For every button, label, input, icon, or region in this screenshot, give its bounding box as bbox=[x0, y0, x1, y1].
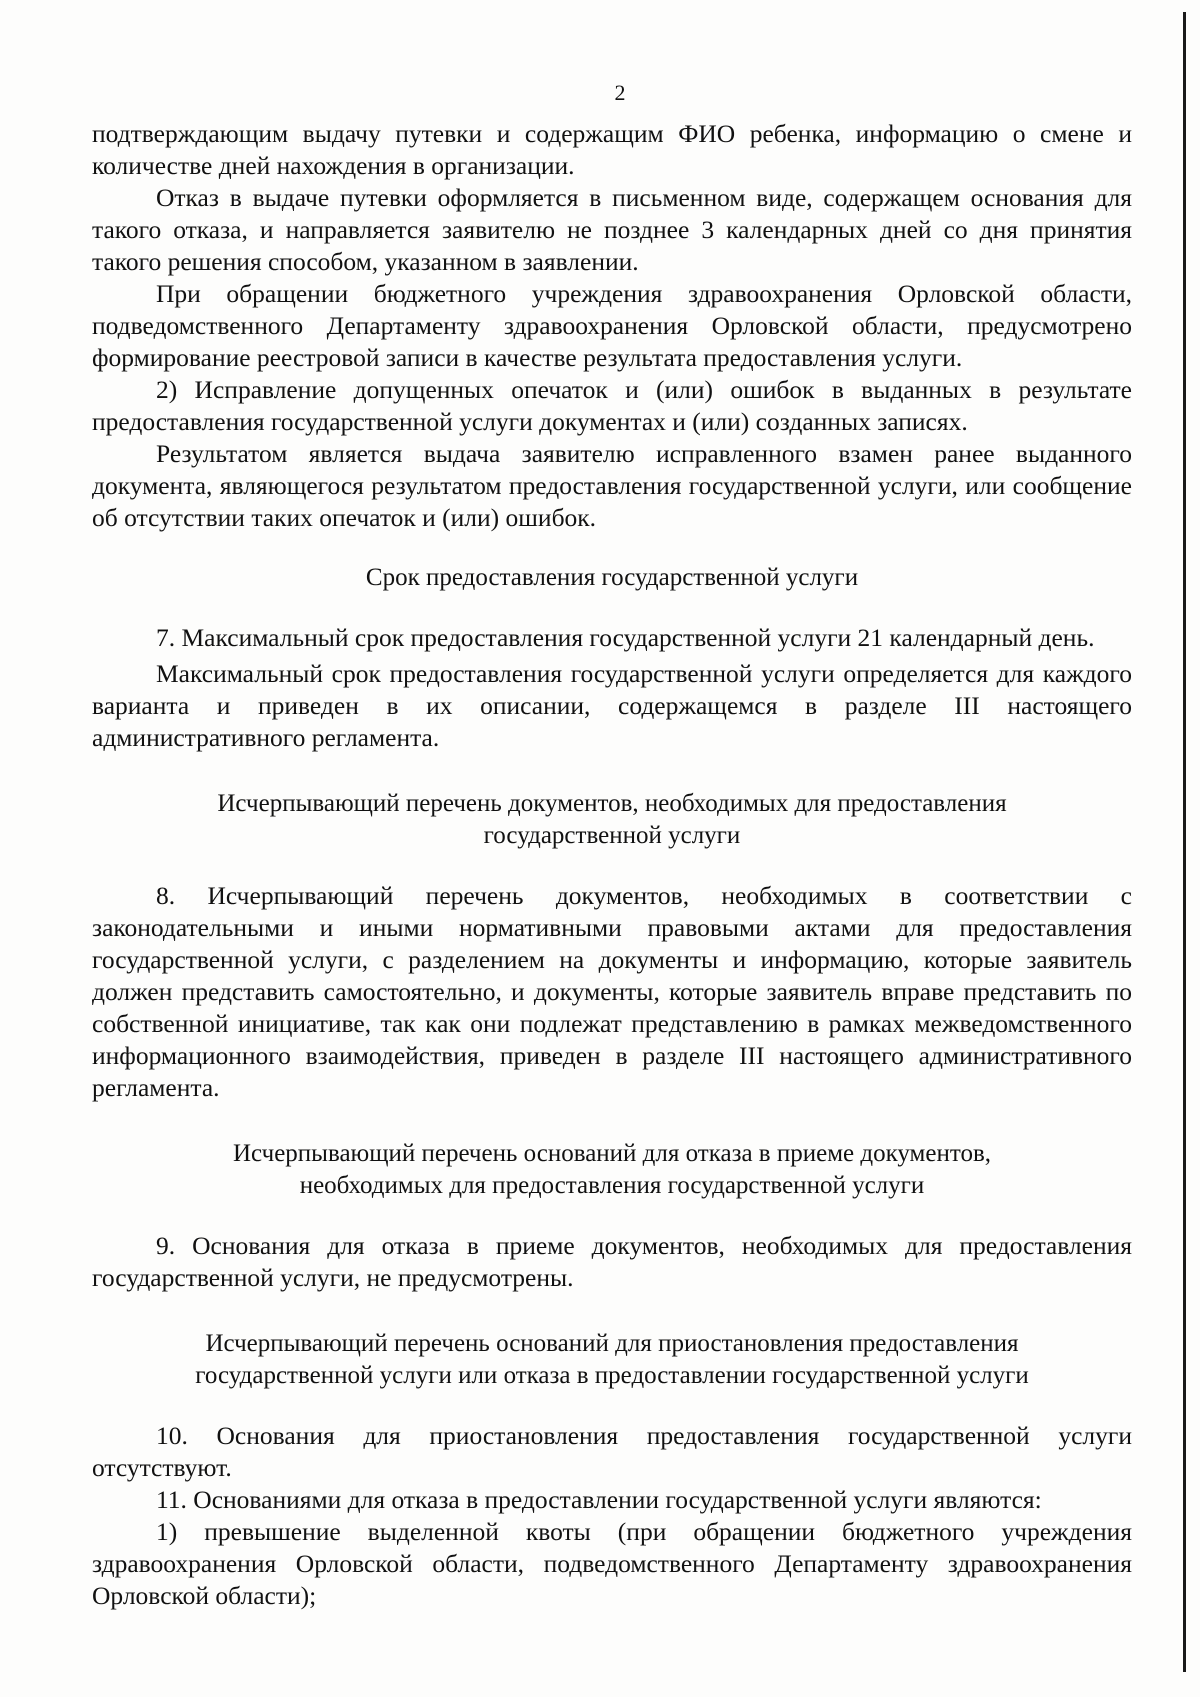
paragraph-corrections-result: Результатом является выдача заявителю исправленного взамен ранее выданного документа, являющегося результатом предоставления государственной услуги, или сообщение об отсутствии таких опечаток и (или) ошибок. bbox=[92, 439, 1132, 532]
section-heading-suspension bbox=[92, 1328, 1132, 1392]
section-heading-suspension-line2: государственной услуги или отказа в предоставлении государственной услуги bbox=[195, 1362, 1029, 1389]
scan-edge-line bbox=[1183, 12, 1186, 1672]
section-heading-documents bbox=[92, 788, 1132, 852]
section-heading-refusal-acceptance bbox=[92, 1138, 1132, 1202]
paragraph-registry-record: При обращении бюджетного учреждения здравоохранения Орловской области, подведомственного Департаменту здравоохранения Орловской области, предусмотрено формирование реестровой записи в качестве результата предоставления услуги. bbox=[92, 279, 1132, 372]
paragraph-8: 8. Исчерпывающий перечень документов, необходимых в соответствии с законодательными и иными нормативными правовыми актами для предоставления государственной услуги, с разделением на документы и информацию, которые заявитель должен представить самостоятельно, и документы, которые заявитель вправе представить по собственной инициативе, так как они подлежат представлению в рамках межведомственного информационного взаимодействия, приведен в разделе III настоящего административного регламента. bbox=[92, 881, 1132, 1102]
section-heading-suspension-line1: Исчерпывающий перечень оснований для приостановления предоставления bbox=[205, 1330, 1019, 1357]
document-body bbox=[92, 118, 1132, 1612]
paragraph-10: 10. Основания для приостановления предоставления государственной услуги отсутствуют. bbox=[92, 1421, 1132, 1482]
paragraph-7-details: Максимальный срок предоставления государственной услуги определяется для каждого варианта и приведен в их описании, содержащемся в разделе III настоящего административного регламента. bbox=[92, 659, 1132, 752]
section-heading-refusal-acceptance-line1: Исчерпывающий перечень оснований для отказа в приеме документов, bbox=[232, 1140, 992, 1167]
paragraph-corrections: 2) Исправление допущенных опечаток и (или) ошибок в выданных в результате предоставления государственной услуги документах и (или) созданных записях. bbox=[92, 375, 1132, 436]
page-number: 2 bbox=[614, 80, 626, 105]
paragraph-11-item-1: 1) превышение выделенной квоты (при обращении бюджетного учреждения здравоохранения Орловской области, подведомственного Департаменту здравоохранения Орловской области); bbox=[92, 1517, 1132, 1610]
paragraph-continuation: подтверждающим выдачу путевки и содержащим ФИО ребенка, информацию о смене и количестве дней нахождения в организации. bbox=[92, 119, 1132, 180]
section-heading-refusal-acceptance-line2: необходимых для предоставления государственной услуги bbox=[299, 1172, 925, 1199]
section-heading-term: Срок предоставления государственной услуги bbox=[365, 564, 859, 591]
paragraph-11: 11. Основаниями для отказа в предоставлении государственной услуги являются: bbox=[156, 1485, 1042, 1514]
section-heading-documents-line1: Исчерпывающий перечень документов, необходимых для предоставления bbox=[217, 790, 1007, 817]
paragraph-refusal: Отказ в выдаче путевки оформляется в письменном виде, содержащем основания для такого отказа, и направляется заявителю не позднее 3 календарных дней со дня принятия такого решения способом, указанном в заявлении. bbox=[92, 183, 1132, 276]
paragraph-9: 9. Основания для отказа в приеме документов, необходимых для предоставления государственной услуги, не предусмотрены. bbox=[92, 1231, 1132, 1292]
section-heading-documents-line2: государственной услуги bbox=[483, 822, 741, 849]
paragraph-7: 7. Максимальный срок предоставления государственной услуги 21 календарный день. bbox=[156, 623, 1095, 652]
